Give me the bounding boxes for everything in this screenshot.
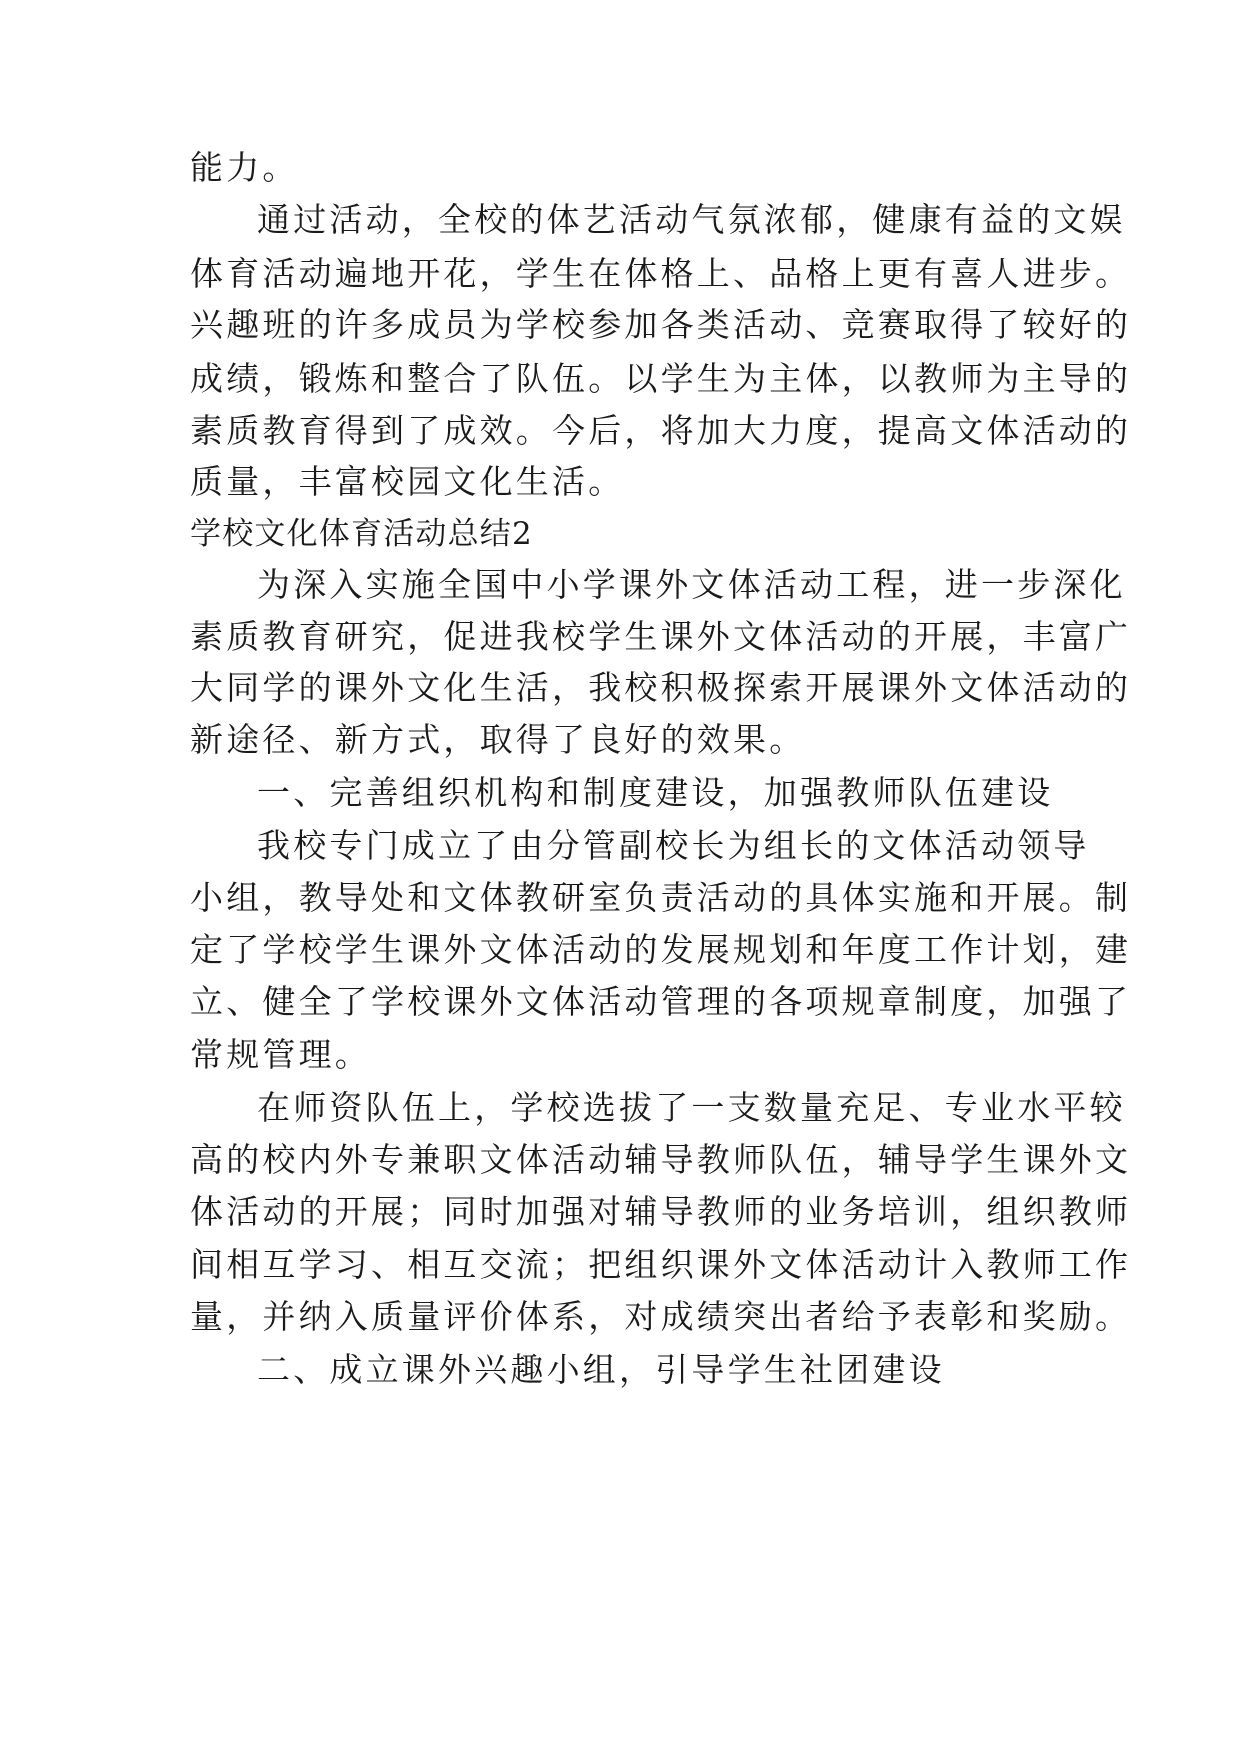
- paragraph-line: 素质教育得到了成效。今后，将加大力度，提高文体活动的: [190, 411, 1132, 450]
- paragraph-line: 我校专门成立了由分管副校长为组长的文体活动领导: [257, 826, 1090, 865]
- paragraph-line: 量，并纳入质量评价体系，对成绩突出者给予表彰和奖励。: [190, 1297, 1132, 1336]
- subheading: 一、完善组织机构和制度建设，加强教师队伍建设: [257, 773, 1054, 812]
- paragraph-line: 素质教育研究，促进我校学生课外文体活动的开展，丰富广: [190, 617, 1132, 656]
- paragraph-line: 新途径、新方式，取得了良好的效果。: [190, 720, 806, 759]
- paragraph-line: 兴趣班的许多成员为学校参加各类活动、竞赛取得了较好的: [190, 305, 1132, 344]
- paragraph-line: 常规管理。: [190, 1035, 371, 1074]
- paragraph-line: 成绩，锻炼和整合了队伍。以学生为主体，以教师为主导的: [190, 359, 1132, 398]
- section-title: 学校文化体育活动总结2: [190, 516, 533, 552]
- paragraph-line: 在师资队伍上，学校选拔了一支数量充足、专业水平较: [257, 1088, 1126, 1127]
- paragraph-line: 定了学校学生课外文体活动的发展规划和年度工作计划，建: [190, 930, 1132, 969]
- subheading: 二、成立课外兴趣小组，引导学生社团建设: [257, 1350, 945, 1389]
- paragraph-line: 能力。: [190, 148, 299, 187]
- paragraph-line: 为深入实施全国中小学课外文体活动工程，进一步深化: [257, 565, 1126, 604]
- paragraph-line: 体活动的开展；同时加强对辅导教师的业务培训，组织教师: [190, 1192, 1132, 1231]
- paragraph-line: 间相互学习、相互交流；把组织课外文体活动计入教师工作: [190, 1245, 1132, 1284]
- paragraph-line: 小组，教导处和文体教研室负责活动的具体实施和开展。制: [190, 878, 1132, 917]
- paragraph-line: 高的校内外专兼职文体活动辅导教师队伍，辅导学生课外文: [190, 1140, 1132, 1179]
- paragraph-line: 体育活动遍地开花，学生在体格上、品格上更有喜人进步。: [190, 254, 1132, 293]
- paragraph-line: 质量，丰富校园文化生活。: [190, 462, 625, 501]
- paragraph-line: 通过活动，全校的体艺活动气氛浓郁，健康有益的文娱: [257, 200, 1126, 239]
- paragraph-line: 大同学的课外文化生活，我校积极探索开展课外文体活动的: [190, 668, 1132, 707]
- paragraph-line: 立、健全了学校课外文体活动管理的各项规章制度，加强了: [190, 982, 1132, 1021]
